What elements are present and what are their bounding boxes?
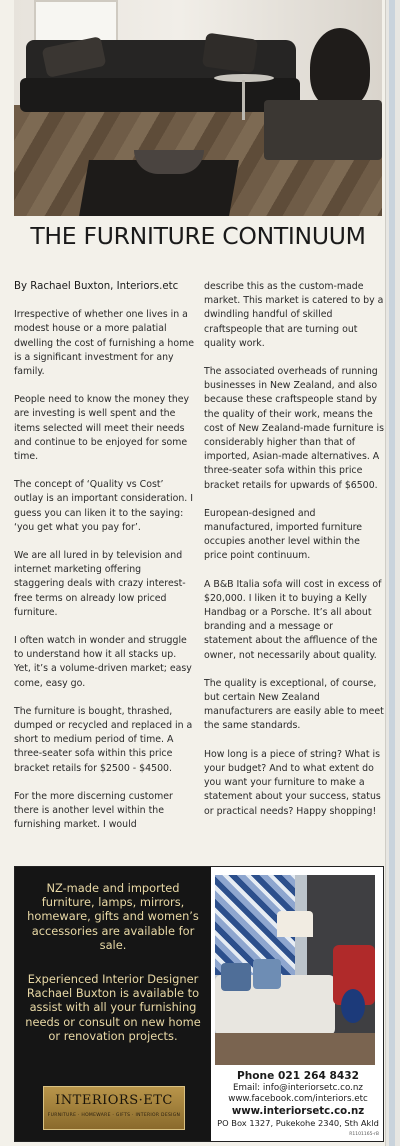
paragraph: The quality is exceptional, of course, but certain New Zealand manufacturers are easily able to meet the same standards. — [204, 677, 384, 732]
photo-lamp — [277, 911, 313, 937]
logo-wordmark: INTERIORS·ETC — [55, 1093, 173, 1108]
ad-facebook: www.facebook.com/interiors.etc — [228, 1094, 368, 1105]
paragraph: How long is a piece of string? What is your budget? And to what extent do you want your furniture to make a statement about your success, status or practical needs? Happy shopping! — [204, 748, 381, 817]
ad-email: Email: info@interiorsetc.co.nz — [233, 1083, 363, 1093]
photo-bench — [264, 100, 382, 160]
paragraph: The concept of ‘Quality vs Cost’ outlay is an important consideration. I guess you can liken it to the saying: ‘you get what you pay for’. — [14, 479, 193, 533]
ad-text-panel — [15, 867, 211, 1141]
paragraph: describe this as the custom-made market. This market is catered to by a dwindling handful of skilled craftspeople that are turning out quality work. — [204, 281, 384, 349]
paragraph: European-designed and manufactured, imported furniture occupies another level within the price point continuum. — [204, 507, 363, 562]
ad-website: www.interiorsetc.co.nz — [231, 1106, 365, 1118]
paragraph: I often watch in wonder and struggle to understand how it all stacks up. Yet, it’s a volume-driven market; easy come, easy go. — [14, 635, 192, 689]
paragraph: The furniture is bought, thrashed, dumped or recycled and replaced in a short to medium period of time. A three-seater sofa within this price bracket retails for $2500 - $4500. — [14, 705, 193, 774]
paragraph: The associated overheads of running businesses in New Zealand, and also because these craftspeople stand by the quality of their work, means the cost of New Zealand-made furniture is considerably higher than that of imported, Asian-made alternatives. A three-seater sofa within this price bracket retails for upwards of $6500. — [204, 366, 384, 491]
photo-table-leg — [242, 80, 245, 120]
ad-address: PO Box 1327, Pukekohe 2340, Sth Akld — [217, 1118, 379, 1129]
photo-sofa-seat — [20, 78, 300, 112]
ad-products-text: NZ-made and imported furniture, lamps, mirrors, homeware, gifts and women’s accessories are available for sale. — [27, 881, 199, 952]
paragraph: People need to know the money they are investing is well spent and the items selected will meet their needs and continue to be enjoyed for some time. — [14, 394, 190, 463]
paragraph: For the more discerning customer there is another level within the furnishing market. I would — [14, 790, 173, 831]
article-column-right — [204, 280, 384, 833]
ad-phone: Phone 021 264 8432 — [236, 1070, 360, 1082]
page-edge-strip — [389, 0, 395, 1146]
ad-reference-code: R1101165-rB — [349, 1132, 379, 1137]
adjacent-page-edge — [385, 0, 400, 1146]
ad-designer-text: Experienced Interior Designer Rachael Buxton is available to assist with all your furnishing needs or consult on new home or renovation projects. — [25, 972, 201, 1043]
living-room-photo — [14, 0, 382, 216]
paragraph: We are all lured in by television and internet marketing offering staggering deals with crazy interest-free terms on already low priced furniture. — [14, 550, 186, 618]
paragraph: A B&B Italia sofa will cost in excess of $20,000. I liken it to buying a Kelly Handbag or a Porsche. It’s all about branding and a message or statement about the affluence of the owner, not necessarily about quality. — [204, 578, 382, 661]
photo-pillow — [202, 33, 258, 74]
article-headline: THE FURNITURE CONTINUUM — [30, 222, 366, 250]
article-byline: By Rachael Buxton, Interiors.etc — [14, 281, 179, 292]
ad-interior-photo — [215, 875, 375, 1065]
paragraph: Irrespective of whether one lives in a modest house or a more palatial dwelling the cost of furnishing a home is a significant investment for any family. — [14, 309, 194, 378]
photo-cushion — [221, 963, 251, 991]
photo-vase — [310, 28, 370, 108]
interiors-etc-logo — [43, 1086, 185, 1130]
photo-blue-vase — [341, 989, 365, 1023]
ad-contact-block — [215, 1070, 381, 1137]
photo-floor — [215, 1033, 375, 1065]
logo-tagline: FURNITURE · HOMEWARE · GIFTS · INTERIOR DESIGN — [47, 1113, 181, 1118]
article-column-left — [14, 280, 194, 847]
advertisement — [14, 866, 384, 1142]
photo-cushion — [253, 959, 281, 989]
